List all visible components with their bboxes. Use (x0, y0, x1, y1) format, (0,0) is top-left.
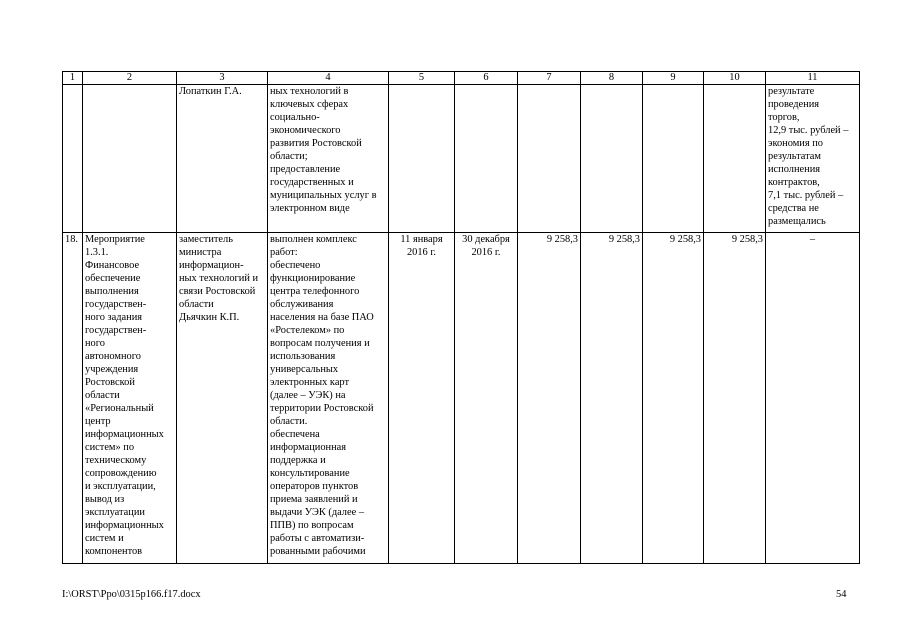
row-number-cell (63, 85, 83, 233)
column-number-7: 7 (518, 72, 581, 85)
result-description-cell: ных технологий в ключевых сферах социально- экономического развития Ростовской области; предоставление государственных и муниципальных услуг в электронном виде (268, 85, 389, 233)
page-number: 54 (836, 589, 847, 600)
column-number-9: 9 (643, 72, 704, 85)
amount-cell: 9 258,3 (643, 233, 704, 564)
column-number-2: 2 (83, 72, 177, 85)
column-number-1: 1 (63, 72, 83, 85)
start-date-cell: 11 января 2016 г. (389, 233, 455, 564)
column-number-10: 10 (704, 72, 766, 85)
activity-name-cell: Мероприятие 1.3.1. Финансовое обеспечение выполнения государствен- ного задания государствен- ного автономного учреждения Ростовской области «Региональный центр информационных систем» по техническому сопровождению и эксплуатации, вывод из эксплуатации информационных систем и компонентов (83, 233, 177, 564)
column-number-3: 3 (177, 72, 268, 85)
responsible-cell: Лопаткин Г.А. (177, 85, 268, 233)
column-number-6: 6 (455, 72, 518, 85)
amount-cell (518, 85, 581, 233)
result-description-cell: выполнен комплекс работ: обеспечено функционирование центра телефонного обслуживания населения на базе ПАО «Ростелеком» по вопросам получения и использования универсальных электронных карт (далее – УЭК) на территории Ростовской области. обеспечена информационная поддержка и консультирование операторов пунктов приема заявлений и выдачи УЭК (далее – ППВ) по вопросам работы с автоматизи- рованными рабочими (268, 233, 389, 564)
amount-cell: 9 258,3 (704, 233, 766, 564)
amount-cell: 9 258,3 (518, 233, 581, 564)
responsible-cell: заместитель министра информацион- ных технологий и связи Ростовской области Дьячкин К.П. (177, 233, 268, 564)
amount-cell (704, 85, 766, 233)
column-number-5: 5 (389, 72, 455, 85)
footer-file-path: I:\ORST\Ppo\0315p166.f17.docx (62, 589, 201, 600)
table-row (63, 233, 860, 564)
notes-cell: результате проведения торгов, 12,9 тыс. рублей – экономия по результатам исполнения контрактов, 7,1 тыс. рублей – средства не размещались (766, 85, 860, 233)
notes-cell: – (766, 233, 860, 564)
activity-name-cell (83, 85, 177, 233)
row-number-cell: 18. (63, 233, 83, 564)
amount-cell (643, 85, 704, 233)
end-date-cell: 30 декабря 2016 г. (455, 233, 518, 564)
amount-cell (581, 85, 643, 233)
column-number-11: 11 (766, 72, 860, 85)
column-number-8: 8 (581, 72, 643, 85)
end-date-cell (455, 85, 518, 233)
column-number-4: 4 (268, 72, 389, 85)
report-table (62, 71, 860, 564)
start-date-cell (389, 85, 455, 233)
table-row (63, 85, 860, 233)
amount-cell: 9 258,3 (581, 233, 643, 564)
table-header-row (63, 72, 860, 85)
